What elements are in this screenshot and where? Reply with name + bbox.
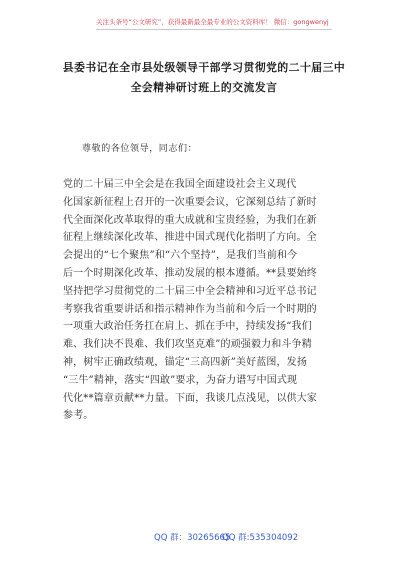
body-line: 代全面深化改革取得的重大成就和宝贵经验，为我们在新	[63, 214, 317, 226]
body-line: 代化**篇章贡献**力量。下面，我谈几点浅见，以供大家	[63, 392, 318, 404]
document-title	[40, 58, 368, 98]
body-line: 考察我省重要讲话和指示精神作为当前和今后一个时期的	[63, 303, 317, 315]
title-line: 全会精神研讨班上的交流发言	[130, 81, 278, 94]
body-line: 一项重大政治任务扛在肩上、抓在手中，持续发扬“我们	[63, 321, 312, 333]
footer-qq-group-left: QQ 群：30265665	[154, 533, 231, 543]
body-line: 难、我们决不畏难、我们攻坚克难”的顽强毅力和斗争精	[63, 339, 312, 351]
body-line: 神，树牢正确政绩观，锚定“三高四新”美好蓝图，发扬	[63, 356, 307, 368]
body-line: 征程上继续深化改革、推进中国式现代化指明了方向。全	[63, 232, 317, 244]
body-text	[63, 176, 339, 425]
body-line: 会提出的“七个聚焦”和“六个坚持”，是我们当前和今	[63, 250, 298, 262]
header-banner: 关注头条号“公文研究”，获得最新最全最专业的公文资料库！ 微信：gongwenyj	[96, 18, 332, 30]
title-line: 县委书记在全市县处级领导干部学习贯彻党的二十届三中	[62, 61, 346, 74]
footer-qq-group-right: QQ 群:535304092	[222, 533, 299, 543]
body-line: 参考。	[63, 410, 94, 422]
body-line: 坚持把学习贯彻党的二十届三中全会精神和习近平总书记	[63, 285, 317, 297]
body-line: 后一个时期深化改革、推动发展的根本遵循。**县要始终	[63, 267, 317, 279]
body-line: 化国家新征程上召开的一次重要会议，它深刻总结了新时	[63, 196, 317, 208]
body-line: “三牛”精神，落实“四敢”要求，为奋力谱写中国式现	[63, 374, 298, 386]
salutation: 尊敬的各位领导，同志们：	[82, 144, 198, 154]
body-line: 党的二十届三中全会是在我国全面建设社会主义现代	[63, 179, 297, 190]
